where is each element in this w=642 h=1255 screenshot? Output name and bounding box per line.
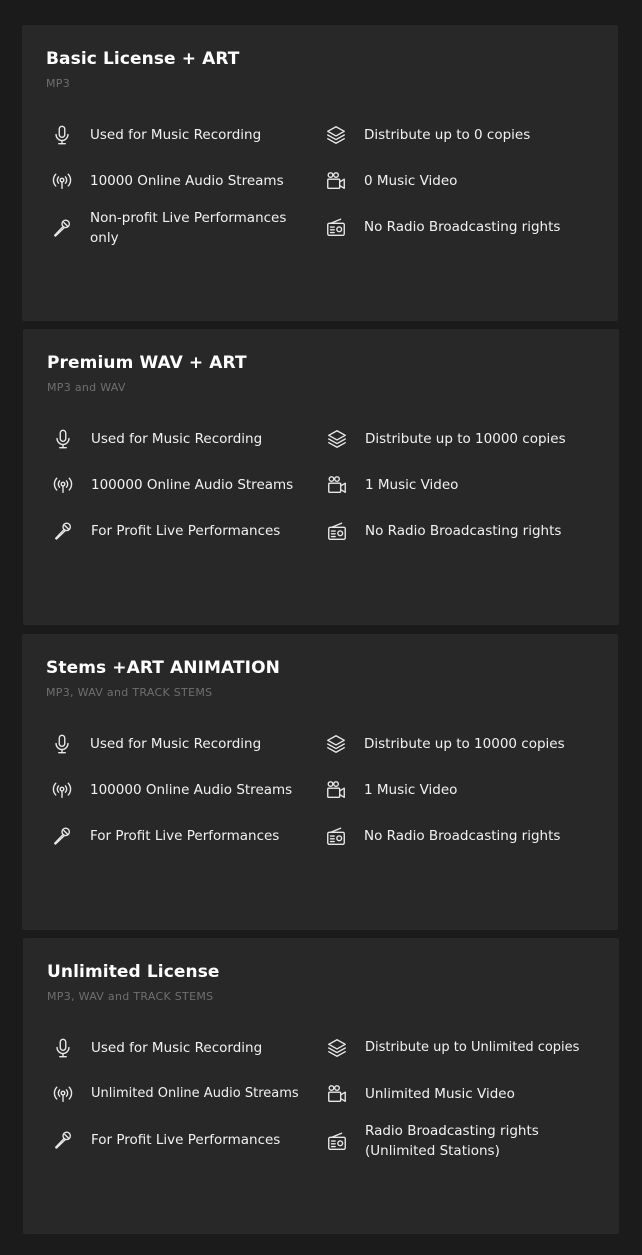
feature-label: Unlimited Music Video bbox=[365, 1086, 515, 1102]
feature-live bbox=[50, 824, 318, 848]
feature-label: For Profit Live Performances bbox=[91, 523, 281, 539]
feature-radio bbox=[325, 1121, 615, 1161]
feature-label: Used for Music Recording bbox=[91, 1040, 263, 1056]
feature-label: Distribute up to Unlimited copies bbox=[365, 1040, 580, 1055]
broadcast-icon bbox=[50, 778, 74, 802]
feature-video bbox=[324, 169, 614, 193]
microphone-icon bbox=[51, 427, 75, 451]
feature-label: Non-profit Live Performances only bbox=[90, 210, 287, 246]
feature-copies bbox=[324, 732, 614, 756]
license-card-unlimited[interactable] bbox=[23, 938, 619, 1234]
radio-icon bbox=[325, 519, 349, 543]
layers-icon bbox=[325, 1036, 349, 1060]
feature-label: Distribute up to 10000 copies bbox=[365, 431, 566, 447]
feature-label: No Radio Broadcasting rights bbox=[364, 828, 561, 844]
feature-copies bbox=[325, 427, 615, 451]
layers-icon bbox=[324, 123, 348, 147]
license-formats: MP3, WAV and TRACK STEMS bbox=[46, 686, 213, 699]
license-card-premium[interactable] bbox=[23, 329, 619, 625]
handheld-mic-icon bbox=[50, 824, 74, 848]
layers-icon bbox=[324, 732, 348, 756]
feature-video bbox=[325, 1082, 615, 1106]
broadcast-icon bbox=[50, 169, 74, 193]
feature-live bbox=[51, 1128, 319, 1152]
license-card-basic[interactable] bbox=[22, 25, 618, 321]
feature-streams bbox=[50, 169, 318, 193]
feature-label: For Profit Live Performances bbox=[90, 828, 280, 844]
license-formats: MP3, WAV and TRACK STEMS bbox=[47, 990, 214, 1003]
video-camera-icon bbox=[325, 1082, 349, 1106]
feature-live bbox=[51, 519, 319, 543]
microphone-icon bbox=[51, 1036, 75, 1060]
feature-radio bbox=[324, 824, 614, 848]
feature-label: 10000 Online Audio Streams bbox=[90, 173, 284, 189]
feature-video bbox=[324, 778, 614, 802]
feature-radio bbox=[324, 215, 614, 239]
video-camera-icon bbox=[325, 473, 349, 497]
feature-label: Used for Music Recording bbox=[90, 127, 262, 143]
license-title: Unlimited License bbox=[47, 962, 220, 982]
radio-icon bbox=[324, 824, 348, 848]
microphone-icon bbox=[50, 123, 74, 147]
feature-streams bbox=[51, 1082, 319, 1106]
handheld-mic-icon bbox=[51, 519, 75, 543]
video-camera-icon bbox=[324, 778, 348, 802]
feature-label: Radio Broadcasting rights (Unlimited Stations) bbox=[365, 1123, 539, 1159]
handheld-mic-icon bbox=[50, 216, 74, 240]
license-title: Basic License + ART bbox=[46, 49, 240, 69]
license-card-stems[interactable] bbox=[22, 634, 618, 930]
feature-copies bbox=[325, 1036, 615, 1060]
feature-label: 1 Music Video bbox=[364, 782, 458, 798]
feature-label: Distribute up to 0 copies bbox=[364, 127, 531, 143]
feature-recording bbox=[50, 123, 318, 147]
feature-label: Used for Music Recording bbox=[90, 736, 262, 752]
feature-label: No Radio Broadcasting rights bbox=[365, 523, 562, 539]
license-formats: MP3 and WAV bbox=[47, 381, 126, 394]
feature-radio bbox=[325, 519, 615, 543]
video-camera-icon bbox=[324, 169, 348, 193]
feature-label: 0 Music Video bbox=[364, 173, 458, 189]
layers-icon bbox=[325, 427, 349, 451]
radio-icon bbox=[325, 1129, 349, 1153]
feature-streams bbox=[51, 473, 319, 497]
feature-copies bbox=[324, 123, 614, 147]
feature-recording bbox=[50, 732, 318, 756]
feature-label: No Radio Broadcasting rights bbox=[364, 219, 561, 235]
feature-label: 100000 Online Audio Streams bbox=[91, 477, 294, 493]
feature-recording bbox=[51, 1036, 319, 1060]
radio-icon bbox=[324, 215, 348, 239]
feature-video bbox=[325, 473, 615, 497]
license-title: Premium WAV + ART bbox=[47, 353, 247, 373]
handheld-mic-icon bbox=[51, 1128, 75, 1152]
feature-live bbox=[50, 208, 318, 248]
microphone-icon bbox=[50, 732, 74, 756]
feature-label: For Profit Live Performances bbox=[91, 1132, 281, 1148]
broadcast-icon bbox=[51, 1082, 75, 1106]
license-title: Stems +ART ANIMATION bbox=[46, 658, 280, 678]
feature-label: 100000 Online Audio Streams bbox=[90, 782, 293, 798]
feature-label: Used for Music Recording bbox=[91, 431, 263, 447]
feature-streams bbox=[50, 778, 318, 802]
feature-label: 1 Music Video bbox=[365, 477, 459, 493]
feature-label: Distribute up to 10000 copies bbox=[364, 736, 565, 752]
feature-recording bbox=[51, 427, 319, 451]
feature-label: Unlimited Online Audio Streams bbox=[91, 1086, 299, 1101]
broadcast-icon bbox=[51, 473, 75, 497]
license-formats: MP3 bbox=[46, 77, 71, 90]
